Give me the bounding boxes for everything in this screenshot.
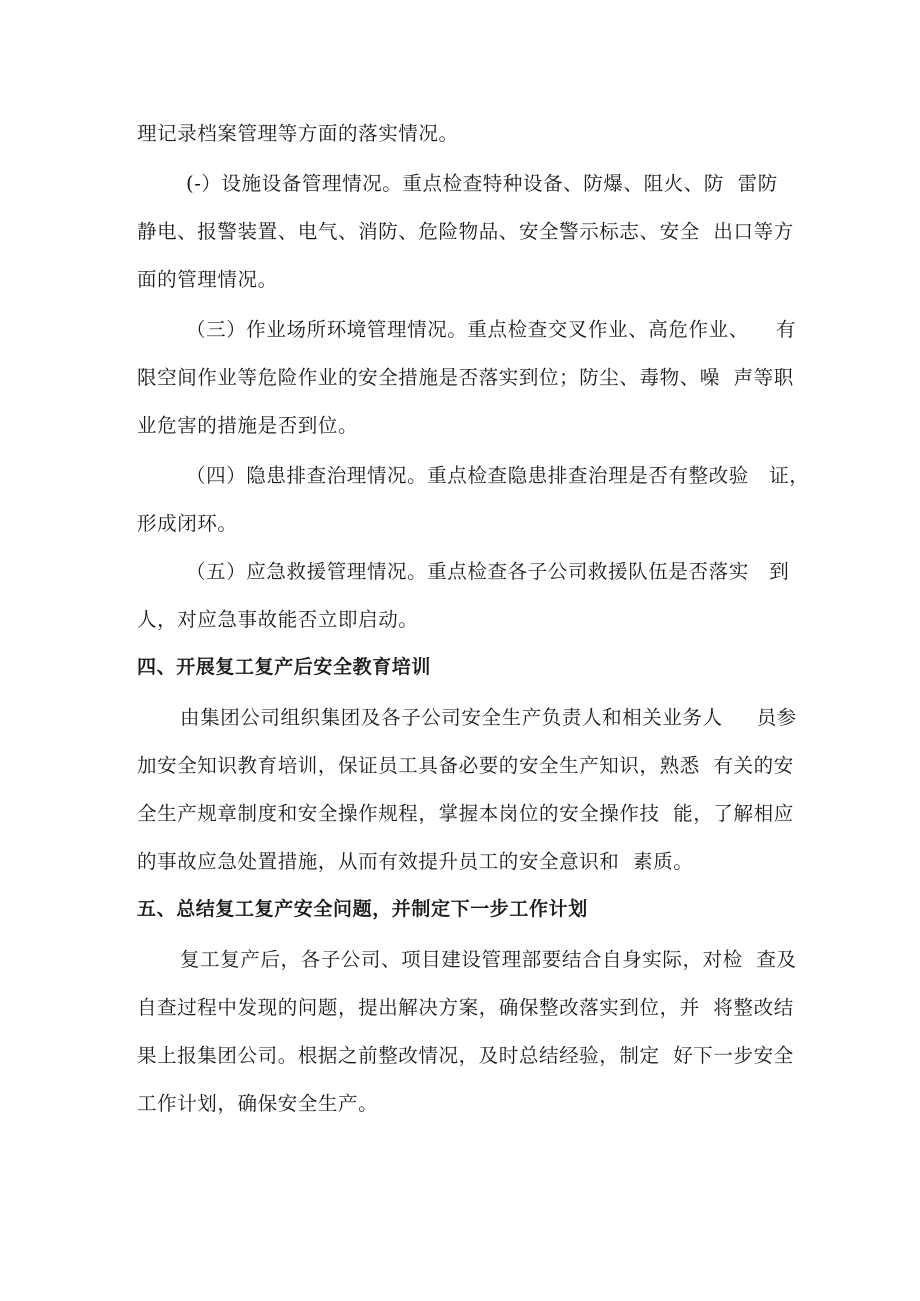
section-heading-5: 五、总结复工复产安全问题，并制定下一步工作计划 xyxy=(137,898,588,920)
text-line: (-）设施设备管理情况。重点检查特种设备、防爆、阻火、防 雷防 xyxy=(186,172,778,195)
text-line: 全生产规章制度和安全操作规程，掌握本岗位的安全操作技 能，了解相应 xyxy=(137,802,794,825)
text-line: 静电、报警装置、电气、消防、危险物品、安全警示标志、安全 出口等方 xyxy=(137,220,794,243)
text-line: 限空间作业等危险作业的安全措施是否落实到位；防尘、毒物、噪 声等职 xyxy=(137,366,794,389)
text-line: （四）隐患排查治理情况。重点检查隐患排查治理是否有整改验 证， xyxy=(186,464,810,487)
text-line: （五）应急救援管理情况。重点检查各子公司救援队伍是否落实 到 xyxy=(186,560,790,583)
text-line: 果上报集团公司。根据之前整改情况，及时总结经验，制定 好下一步安全 xyxy=(137,1044,794,1067)
text-line: 业危害的措施是否到位。 xyxy=(137,414,359,437)
text-line: 复工复产后，各子公司、项目建设管理部要结合自身实际，对检 查及 xyxy=(180,948,797,971)
text-line: 由集团公司组织集团及各子公司安全生产负责人和相关业务人 员参 xyxy=(180,706,797,729)
text-line: 的事故应急处置措施，从而有效提升员工的安全意识和 素质。 xyxy=(137,850,694,873)
text-line: 自查过程中发现的问题，提出解决方案，确保整改落实到位，并 将整改结 xyxy=(137,996,794,1019)
text-line: 工作计划，确保安全生产。 xyxy=(137,1092,379,1115)
text-line: 人，对应急事故能否立即启动。 xyxy=(137,608,419,631)
text-line: 理记录档案管理等方面的落实情况。 xyxy=(137,122,459,145)
section-heading-4: 四、开展复工复产后安全教育培训 xyxy=(137,656,432,678)
text-line: 加安全知识教育培训，保证员工具备必要的安全生产知识，熟悉 有关的安 xyxy=(137,754,794,777)
text-line: （三）作业场所环境管理情况。重点检查交叉作业、高危作业、 有 xyxy=(186,318,797,341)
text-line: 面的管理情况。 xyxy=(137,268,278,291)
text-line: 形成闭环。 xyxy=(137,512,238,535)
